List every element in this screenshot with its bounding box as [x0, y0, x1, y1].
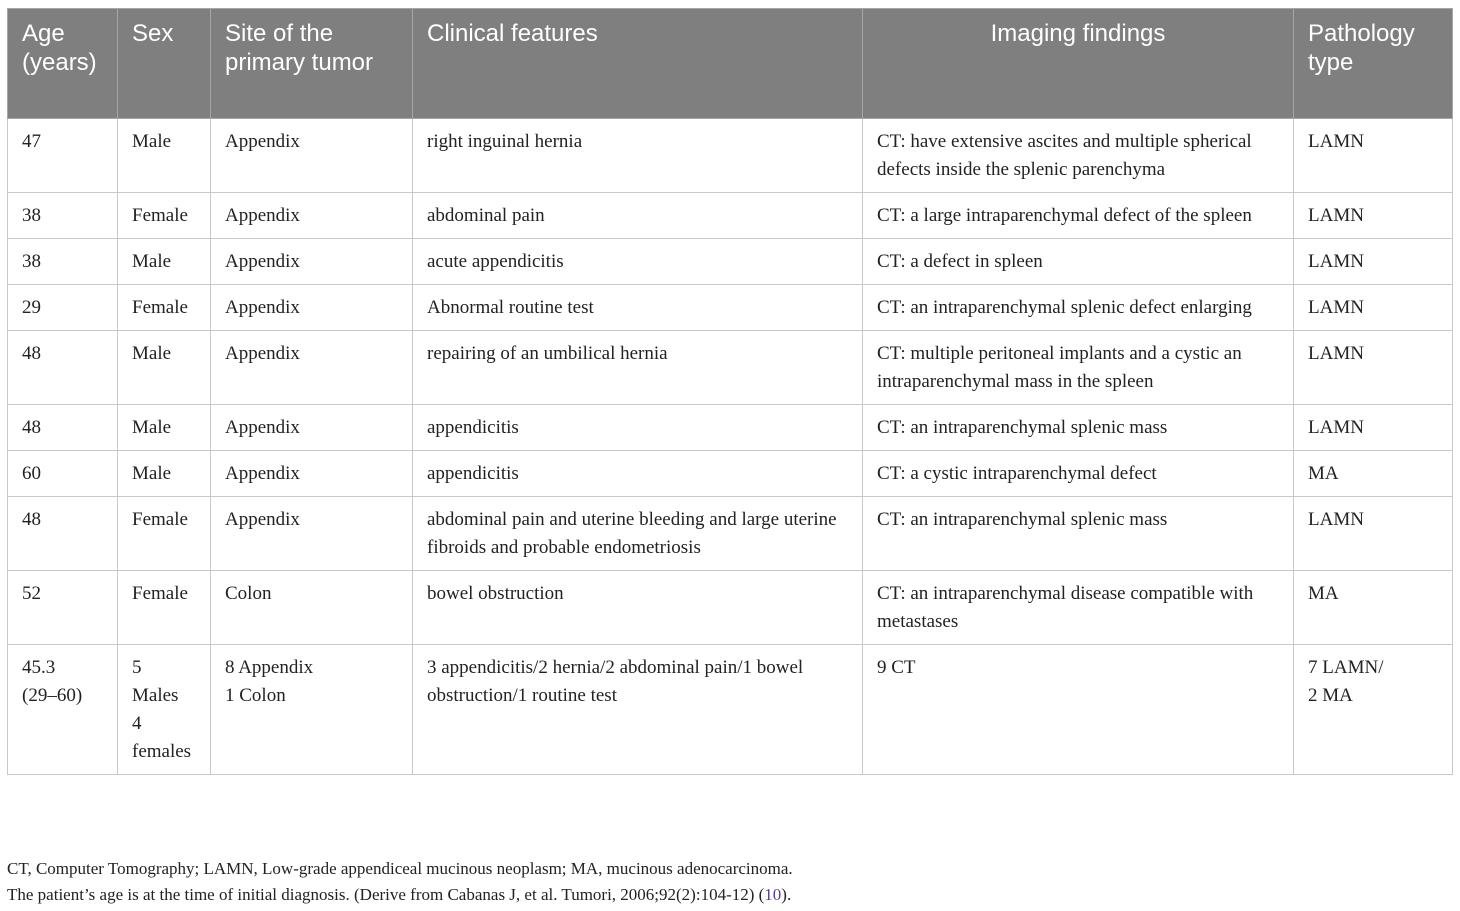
cell-clinical: right inguinal hernia — [413, 119, 863, 193]
cell-clinical: acute appendicitis — [413, 239, 863, 285]
table-row — [8, 405, 1453, 451]
cell-sex: 5 Males 4 females — [118, 645, 211, 775]
cell-imaging: CT: have extensive ascites and multiple spherical defects inside the splenic parenchyma — [863, 119, 1294, 193]
cell-pathology: LAMN — [1294, 497, 1453, 571]
cell-pathology: LAMN — [1294, 331, 1453, 405]
cell-age: 48 — [8, 405, 118, 451]
cell-imaging: CT: an intraparenchymal splenic mass — [863, 497, 1294, 571]
cell-age: 48 — [8, 497, 118, 571]
cell-sex: Female — [118, 571, 211, 645]
table-row — [8, 331, 1453, 405]
table-row — [8, 571, 1453, 645]
table-row — [8, 239, 1453, 285]
cell-sex: Male — [118, 239, 211, 285]
cell-site: Appendix — [211, 497, 413, 571]
footnote-source-text: The patient’s age is at the time of initial diagnosis. (Derive from Cabanas J, et al. Tumori, 2006;92(2):104-12) ( — [7, 885, 765, 904]
cell-site: Appendix — [211, 239, 413, 285]
cell-age: 52 — [8, 571, 118, 645]
cell-age: 38 — [8, 239, 118, 285]
table-row — [8, 119, 1453, 193]
cell-sex: Male — [118, 451, 211, 497]
cell-age: 45.3 (29–60) — [8, 645, 118, 775]
cell-sex: Male — [118, 119, 211, 193]
data-table — [7, 8, 1453, 775]
cell-clinical: abdominal pain — [413, 193, 863, 239]
header-clinical-features: Clinical features — [413, 9, 863, 119]
footnote-source-end: ). — [781, 885, 792, 904]
cell-pathology: MA — [1294, 451, 1453, 497]
header-row — [8, 9, 1453, 119]
cell-pathology: LAMN — [1294, 119, 1453, 193]
cell-imaging: CT: multiple peritoneal implants and a cystic an intraparenchymal mass in the spleen — [863, 331, 1294, 405]
reference-link[interactable]: 10 — [764, 885, 782, 904]
cell-pathology: LAMN — [1294, 405, 1453, 451]
cell-age: 29 — [8, 285, 118, 331]
cell-site: Colon — [211, 571, 413, 645]
cell-pathology: LAMN — [1294, 193, 1453, 239]
cell-clinical: abdominal pain and uterine bleeding and large uterine fibroids and probable endometriosis — [413, 497, 863, 571]
cell-site: Appendix — [211, 451, 413, 497]
header-imaging-findings: Imaging findings — [863, 9, 1294, 119]
cell-clinical: Abnormal routine test — [413, 285, 863, 331]
table-row — [8, 285, 1453, 331]
cell-pathology: MA — [1294, 571, 1453, 645]
cell-imaging: CT: a large intraparenchymal defect of the spleen — [863, 193, 1294, 239]
cell-age: 48 — [8, 331, 118, 405]
header-pathology-type: Pathology type — [1294, 9, 1453, 119]
cell-pathology: LAMN — [1294, 239, 1453, 285]
cell-imaging: CT: a cystic intraparenchymal defect — [863, 451, 1294, 497]
cell-site: Appendix — [211, 405, 413, 451]
table-container — [7, 8, 1452, 775]
cell-clinical: 3 appendicitis/2 hernia/2 abdominal pain/1 bowel obstruction/1 routine test — [413, 645, 863, 775]
cell-clinical: appendicitis — [413, 451, 863, 497]
footnote-source — [7, 882, 793, 908]
cell-site: 8 Appendix 1 Colon — [211, 645, 413, 775]
cell-age: 47 — [8, 119, 118, 193]
header-site: Site of the primary tumor — [211, 9, 413, 119]
header-age: Age (years) — [8, 9, 118, 119]
table-footnotes — [7, 856, 793, 908]
cell-site: Appendix — [211, 119, 413, 193]
cell-imaging: CT: an intraparenchymal splenic defect enlarging — [863, 285, 1294, 331]
cell-clinical: repairing of an umbilical hernia — [413, 331, 863, 405]
cell-imaging: CT: an intraparenchymal disease compatible with metastases — [863, 571, 1294, 645]
cell-pathology: 7 LAMN/ 2 MA — [1294, 645, 1453, 775]
cell-age: 60 — [8, 451, 118, 497]
table-row — [8, 193, 1453, 239]
cell-site: Appendix — [211, 193, 413, 239]
cell-sex: Female — [118, 285, 211, 331]
cell-sex: Male — [118, 405, 211, 451]
cell-clinical: bowel obstruction — [413, 571, 863, 645]
cell-site: Appendix — [211, 285, 413, 331]
cell-sex: Male — [118, 331, 211, 405]
cell-site: Appendix — [211, 331, 413, 405]
summary-row — [8, 645, 1453, 775]
cell-age: 38 — [8, 193, 118, 239]
cell-imaging: CT: a defect in spleen — [863, 239, 1294, 285]
cell-pathology: LAMN — [1294, 285, 1453, 331]
cell-clinical: appendicitis — [413, 405, 863, 451]
cell-imaging: 9 CT — [863, 645, 1294, 775]
table-row — [8, 451, 1453, 497]
table-row — [8, 497, 1453, 571]
cell-sex: Female — [118, 193, 211, 239]
cell-imaging: CT: an intraparenchymal splenic mass — [863, 405, 1294, 451]
cell-sex: Female — [118, 497, 211, 571]
footnote-abbreviations: CT, Computer Tomography; LAMN, Low-grade appendiceal mucinous neoplasm; MA, mucinous adenocarcinoma. — [7, 859, 793, 878]
header-sex: Sex — [118, 9, 211, 119]
